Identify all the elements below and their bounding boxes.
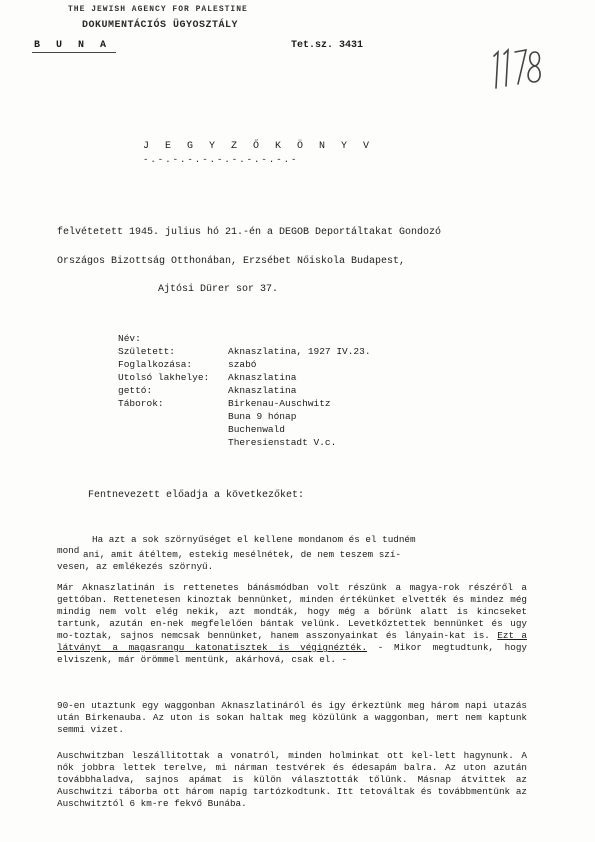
residence-label: Utolsó lakhelye: <box>118 372 210 383</box>
camp-item: Buchenwald <box>228 424 286 435</box>
occupation-label: Foglalkozása: <box>118 359 193 370</box>
paragraph-1-line-1: Ha azt a sok szörnyűséget el kellene mondanom és el tudném <box>92 534 416 545</box>
occupation-value: szabó <box>228 359 257 370</box>
intro-line-3: Ajtósi Dürer sor 37. <box>158 284 279 295</box>
name-label: Név: <box>118 333 141 344</box>
paragraph-2-text: Már Aknaszlatinán is rettenetes bánásmódban volt részünk a magya-rok részéről a gettóban. Rettenetesen kinoztak bennünket, minden értékünket elvették és mindez még mindig nem volt elég nekik, azt mondták, hogy még a bőrünk alatt is kincseket tartunk, azután en-nek megfelelően bántak velünk. Levetkőztettek bennünket és ugy mo-toztak, sajnos nemcsak bennünket, hanem asszonyainkat és lányain-kat is. <box>57 582 527 641</box>
handwritten-number-text: 1178 <box>488 44 491 45</box>
ghetto-value: Aknaszlatina <box>228 385 297 396</box>
paragraph-2-end: - Mikor megtudtunk, hogy elviszenk, már örömmel mentünk, akárhová, csak el. - <box>57 642 527 665</box>
camp-item: Theresienstadt V.c. <box>228 437 337 448</box>
camp-item: Birkenau-Auschwitz <box>228 398 331 409</box>
statement-intro: Fentnevezett előadja a következőket: <box>88 490 305 501</box>
born-label: Született: <box>118 346 176 357</box>
title-underline: -.-.-.-.-.-.-.-.-.-.- <box>143 155 299 165</box>
paragraph-1-line-3: vesen, az emlékezés szörnyű. <box>57 561 214 572</box>
intro-line-2: Országos Bizottság Otthonában, Erzsébet Nőiskola Budapest, <box>57 256 406 267</box>
born-value: Aknaszlatina, 1927 IV.23. <box>228 346 371 357</box>
paragraph-2-underlined: Ezt a látványt a magasrangu katonatisztek is végignézték. <box>57 630 527 653</box>
paragraph-1-line-2-prefix: mond <box>57 545 80 556</box>
intro-line-1: felvétetett 1945. julius hó 21.-én a DEGOB Deportáltakat Gondozó <box>57 227 442 238</box>
place-label: B U N A <box>34 40 112 51</box>
reference-number: Tet.sz. 3431 <box>291 40 364 51</box>
paragraph-1-line-2: ani, amit átéltem, estekig mesélnétek, de nem teszem szí- <box>83 549 402 560</box>
camps-label: Táborok: <box>118 398 164 409</box>
residence-value: Aknaszlatina <box>228 372 297 383</box>
place-underline <box>32 52 116 53</box>
agency-header: THE JEWISH AGENCY FOR PALESTINE <box>68 5 248 14</box>
ghetto-label: gettó: <box>118 385 153 396</box>
camp-item: Buna 9 hónap <box>228 411 297 422</box>
document-title: J E G Y Z Ő K Ö N Y V <box>143 141 375 152</box>
paragraph-2 <box>57 582 527 666</box>
handwritten-number <box>488 44 548 94</box>
department-header: DOKUMENTÁCIÓS ÜGYOSZTÁLY <box>82 20 239 31</box>
paragraph-3: 90-en utaztunk egy waggonban Aknaszlatináról és igy érkeztünk meg három napi utazás után Birkenauba. Az uton is sokan haltak meg közülünk a waggonban, mert nem kaptunk semmi vizet. <box>57 700 527 735</box>
paragraph-4: Auschwitzban leszállitottak a vonatról, minden holminkat ott kel-lett hagynunk. A nők jobbra lettek terelve, mi nárman testvérek és édesapám balra. Az uton azután továbbhaladva, sajnos apámat is külön választották tőlünk. Másnap átvittek az Auschwitzi táborba ott három napig tartózkodtunk. Itt tetováltak és továbbmentünk az Auschwitztól 6 km-re fekvő Bunába. <box>57 750 527 809</box>
